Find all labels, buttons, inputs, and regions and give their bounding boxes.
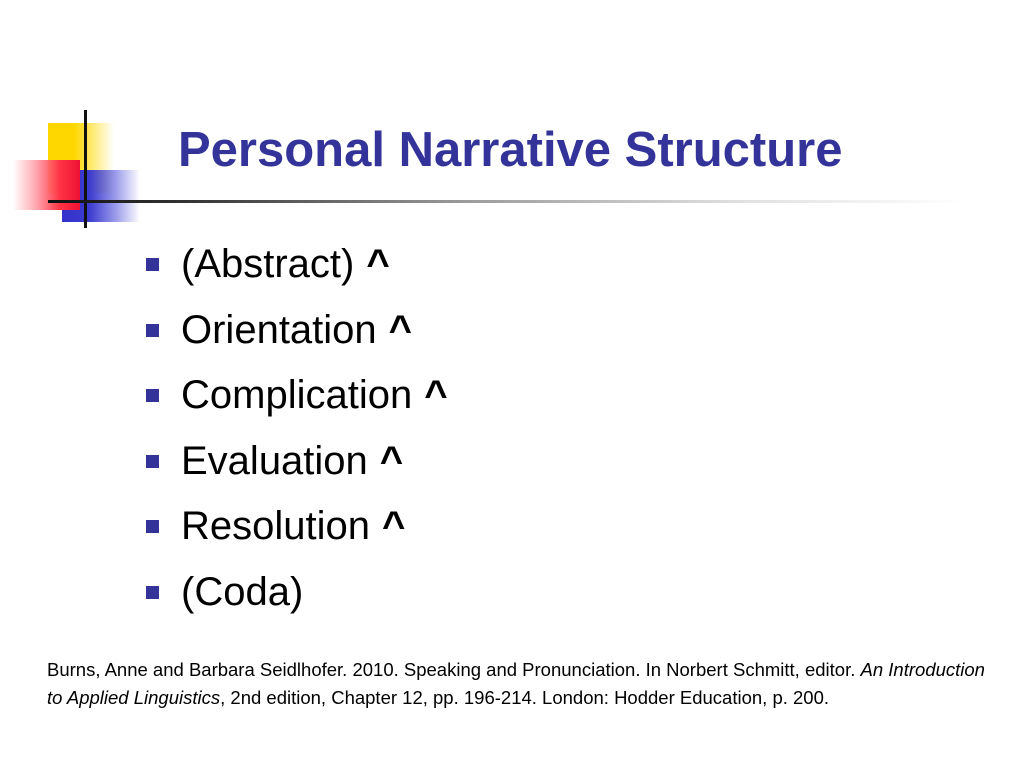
bullet-list [146, 232, 448, 625]
bullet-text: (Coda) [181, 569, 304, 614]
bullet-text: (Abstract) [181, 242, 355, 287]
bullet-item-complication [146, 363, 448, 429]
square-bullet-icon [146, 455, 159, 468]
citation-text-end: , 2nd edition, Chapter 12, pp. 196-214. London: Hodder Education, p. 200. [220, 687, 830, 708]
slide-title: Personal Narrative Structure [178, 123, 843, 177]
square-bullet-icon [146, 520, 159, 533]
citation [47, 656, 997, 712]
bullet-item-orientation [146, 298, 448, 364]
title-divider [48, 200, 968, 203]
citation-book-title: An Introduction to Applied Linguistics [47, 659, 985, 708]
bullet-text: Evaluation [181, 438, 368, 483]
square-bullet-icon [146, 258, 159, 271]
square-bullet-icon [146, 389, 159, 402]
caret-marker: ^ [388, 307, 413, 352]
caret-marker: ^ [379, 438, 404, 483]
bullet-item-evaluation [146, 429, 448, 495]
caret-marker: ^ [382, 504, 406, 549]
bullet-text: Complication [181, 373, 413, 418]
bullet-item-coda [146, 560, 448, 626]
caret-marker: ^ [424, 373, 448, 418]
square-bullet-icon [146, 586, 159, 599]
square-bullet-icon [146, 324, 159, 337]
logo-vertical-line [84, 110, 87, 228]
caret-marker: ^ [366, 242, 390, 287]
citation-text-start: Burns, Anne and Barbara Seidlhofer. 2010. Speaking and Pronunciation. In Norbert Schmitt, editor. [47, 659, 861, 680]
bullet-text: Orientation [181, 307, 377, 352]
bullet-text: Resolution [181, 504, 371, 549]
bullet-item-resolution [146, 494, 448, 560]
bullet-item-abstract [146, 232, 448, 298]
